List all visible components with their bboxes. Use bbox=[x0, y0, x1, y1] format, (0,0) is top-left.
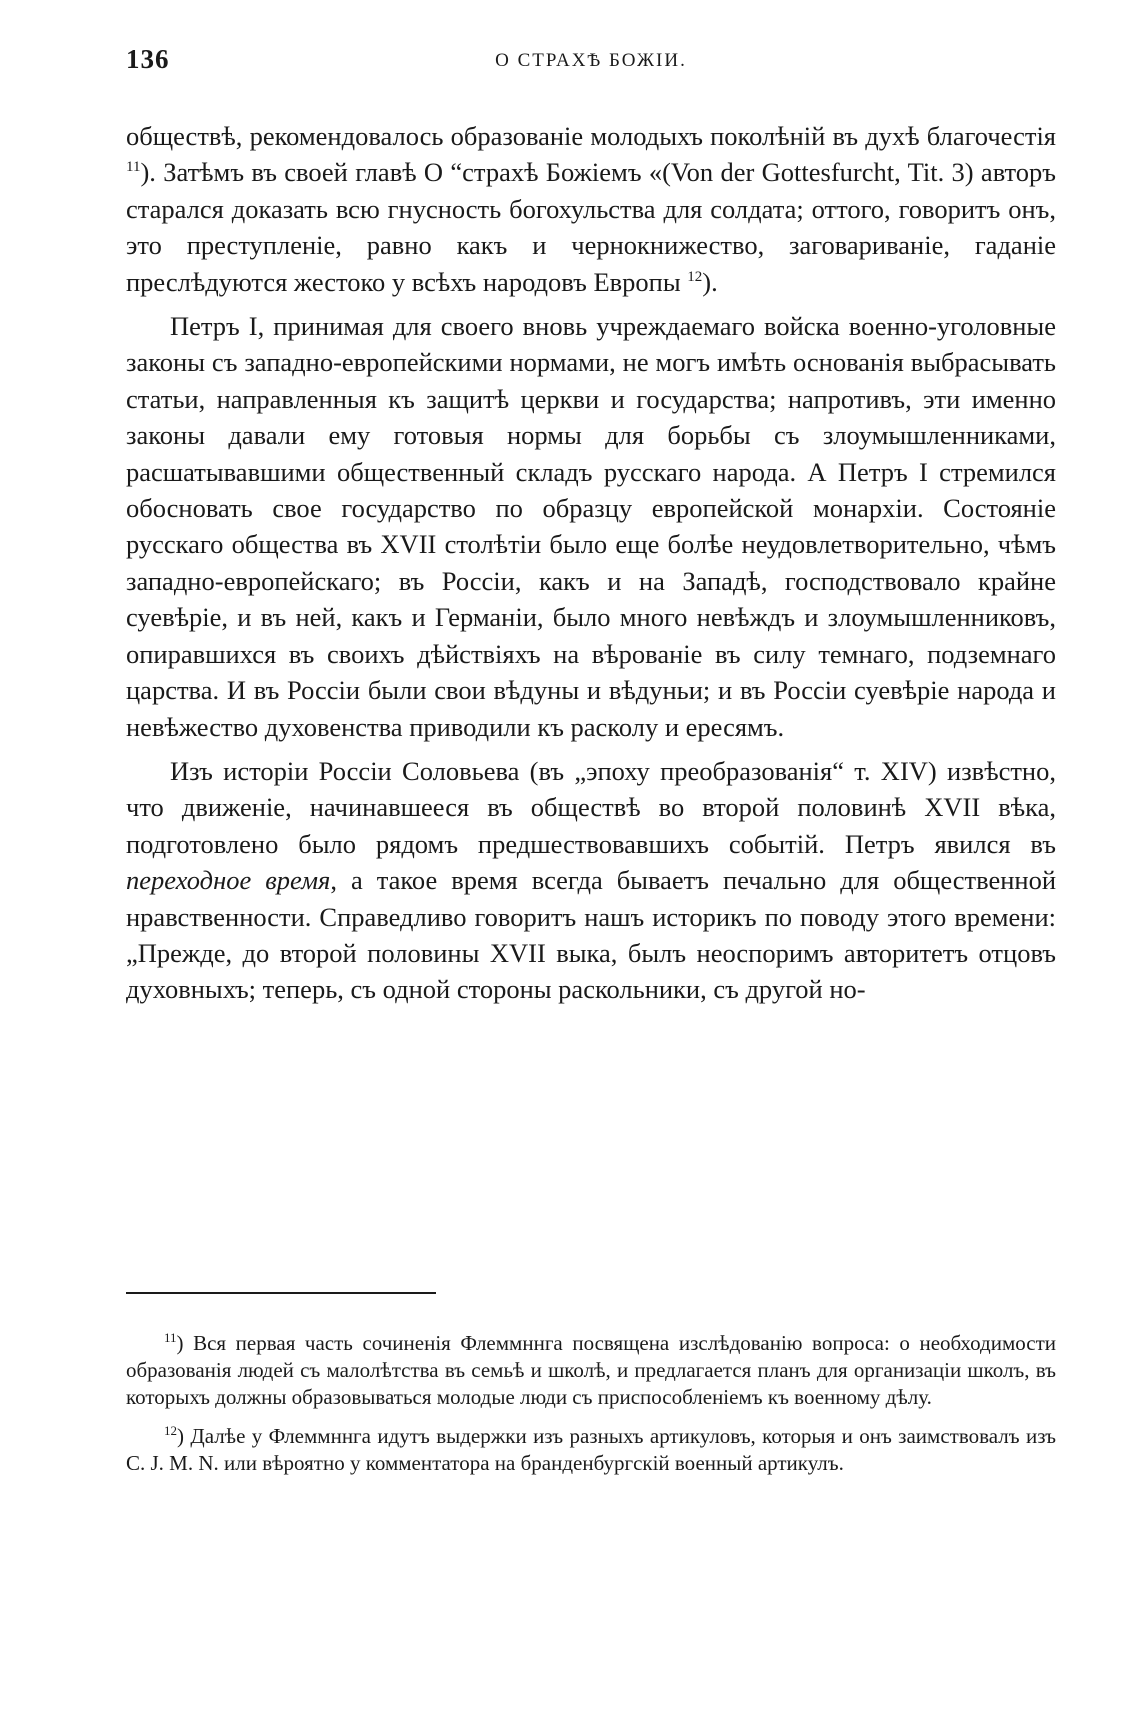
footnote-12 bbox=[126, 1423, 1056, 1477]
running-head: О СТРАХѢ БОЖІИ. bbox=[495, 50, 687, 71]
page-header bbox=[126, 44, 1056, 84]
footnote-mark-11: 11 bbox=[164, 1330, 177, 1345]
page-number: 136 bbox=[126, 44, 170, 74]
paragraph-2: Петръ I, принимая для своего вновь учреждаемаго войска военно-уголовные законы съ западно-европейскими нормами, не могъ имѣть основанія выбрасывать статьи, направленныя къ защитѣ церкви и государства; напротивъ, эти именно законы давали ему готовыя нормы для борьбы съ злоумышленниками, расшатывавшими общественный складъ русскаго народа. А Петръ I стремился обосновать свое государство по образцу европейской монархіи. Состояніе русскаго общества въ XVII столѣтіи было еще болѣе неудовлетворительно, чѣмъ западно-европейскаго; въ Россіи, какъ и на Западѣ, господствовало крайне суевѣріе, и въ ней, какъ и Германіи, было много невѣждъ и злоумышленниковъ, опиравшихся въ своихъ дѣйствіяхъ на вѣрованіе въ силу темнаго, подземнаго царства. И въ Россіи были свои вѣдуны и вѣдуньи; и въ Россіи суевѣріе народа и невѣжество духовенства приводили къ расколу и ересямъ. bbox=[126, 311, 1056, 742]
footnotes bbox=[126, 1330, 1056, 1477]
footnote-11-text: ) Вся первая часть сочиненія Флеммннга посвящена изслѣдованію вопроса: о необходимости образованія людей съ малолѣтства въ семьѣ и школѣ, и предлагается планъ для организаціи школъ, въ которыхъ должны образовываться молодые люди съ приспособленіемъ къ военному дѣлу. bbox=[126, 1331, 1056, 1409]
footnote-mark-12: 12 bbox=[164, 1423, 177, 1438]
footnote-12-text: ) Далѣе у Флеммннга идутъ выдержки изъ разныхъ артикуловъ, которыя и онъ заимствовалъ изъ C. J. M. N. или вѣроятно у комментатора на бранденбургскій военный артикулъ. bbox=[126, 1424, 1056, 1475]
main-text bbox=[126, 118, 1056, 1008]
footnote-ref-11: 11 bbox=[126, 159, 141, 176]
paragraph-3 bbox=[126, 753, 1056, 1008]
footnote-divider bbox=[126, 1292, 436, 1294]
paragraph-1 bbox=[126, 118, 1056, 300]
italic-phrase: переходное время bbox=[126, 865, 331, 896]
paragraph-1-text-b: ). Затѣмъ въ своей главѣ О “страхѣ Божіемъ «(Von der Gottesfurcht, Tit. 3) авторъ старался доказать всю гнусность богохульства для солдата; оттого, говоритъ онъ, это преступленіе, равно какъ и чернокнижество, заговариваніе, гаданіе преслѣдуются жестоко у всѣхъ народовъ Европы bbox=[126, 157, 1056, 297]
paragraph-1-text-a: обществѣ, рекомендовалось образованіе молодыхъ поколѣній въ духѣ благочестія bbox=[126, 121, 1056, 151]
footnote-11 bbox=[126, 1330, 1056, 1411]
paragraph-3-text-b: , а такое время всегда бываетъ печально для общественной нравственности. Справедливо говоритъ нашъ историкъ по поводу этого времени: „Прежде, до второй половины XVII выка, былъ неоспоримъ авторитетъ отцовъ духовныхъ; теперь, съ одной стороны раскольники, съ другой но- bbox=[126, 865, 1057, 1005]
paragraph-3-text-a: Изъ исторіи Россіи Соловьева (въ „эпоху преобразованія“ т. XIV) извѣстно, что движеніе, начинавшееся въ обществѣ во второй половинѣ XVII вѣка, подготовлено было рядомъ предшествовавшихъ событій. Петръ явился въ bbox=[126, 755, 1056, 859]
footnote-ref-12: 12 bbox=[687, 268, 703, 285]
paragraph-1-text-c: ). bbox=[702, 266, 718, 297]
